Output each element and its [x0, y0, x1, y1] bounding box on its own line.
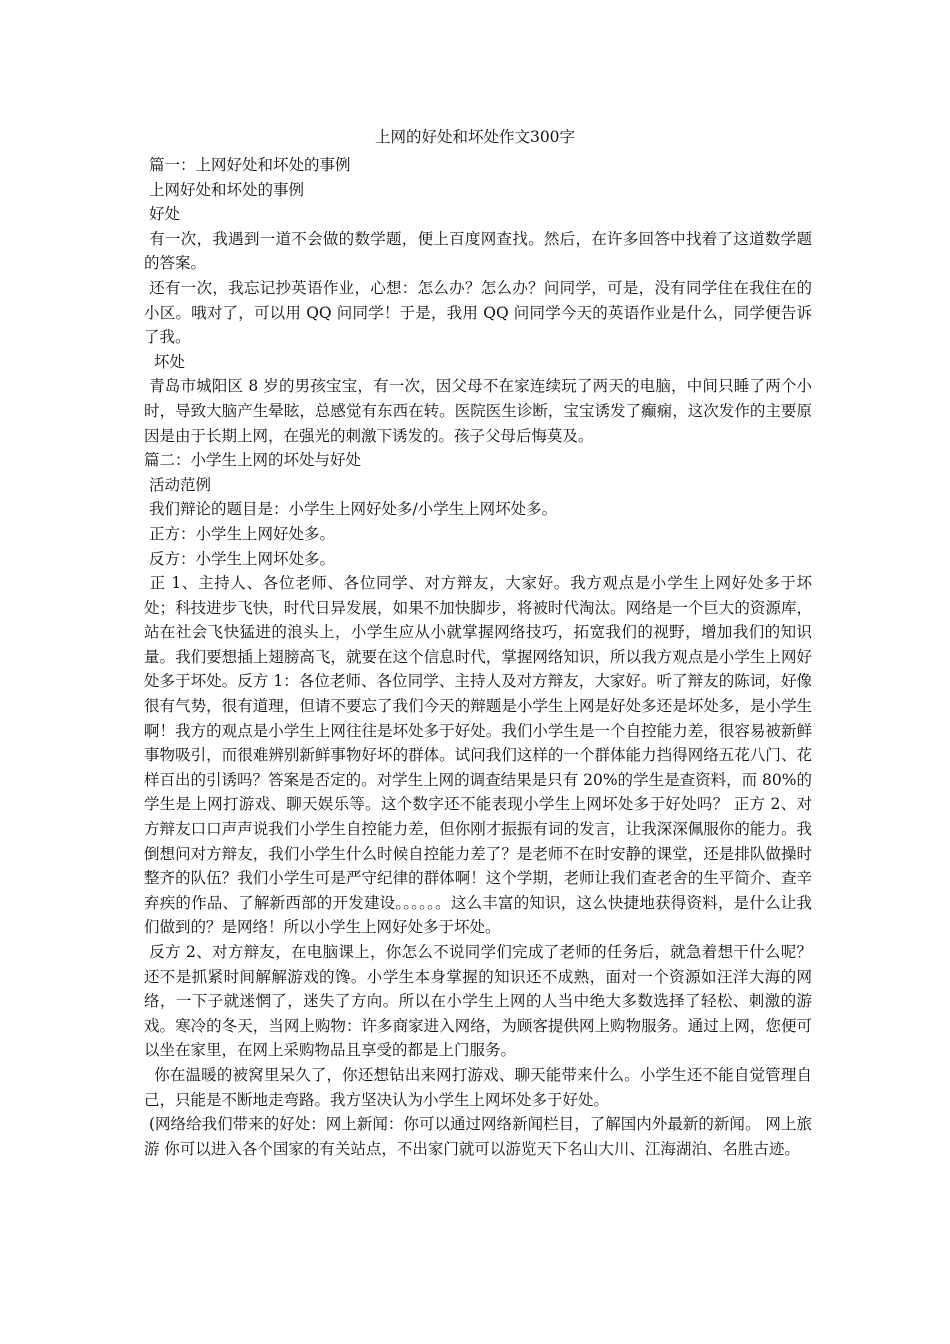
paragraph: 反方：小学生上网坏处多。: [144, 549, 335, 568]
paragraph: 我们辩论的题目是：小学生上网好处多/小学生上网坏处多。: [144, 500, 558, 519]
paragraph: 正 1、主持人、各位老师、各位同学、对方辩友，大家好。我方观点是小学生上网好处多于坏处；科技进步飞快，时代日异发展，如果不加快脚步，将被时代淘汰。网络是一个巨大的资源库，站在社会飞快猛进的浪头上，小学生应从小就掌握网络技巧，拓宽我们的视野，增加我们的知识量。我们要想插上翅膀高飞，就要在这个信息时代，掌握网络知识，所以我方观点是小学生上网好处多于坏处。反方 1：各位老师、各位同学、主持人及对方辩友，大家好。听了辩友的陈词，好像很有气势，很有道理，但请不要忘了我们今天的辩题是小学生上网是好处多还是坏处多，是小学生啊！我方的观点是小学生上网往往是坏处多于好处。我们小学生是一个自控能力差，很容易被新鲜事物吸引，而很难辨别新鲜事物好坏的群体。试问我们这样的一个群体能力挡得网络五花八门、花样百出的引诱吗？答案是否定的。对学生上网的调查结果是只有 20%的学生是查资料，而 80%的学生是上网打游戏、聊天娱乐等。这个数字还不能表现小学生上网坏处多于好处吗？ 正方 2、对方辩友口口声声说我们小学生自控能力差，但你刚才振振有词的发言，让我深深佩服你的能力。我倒想问对方辩友，我们小学生什么时候自控能力差了？是老师不在时安静的课堂，还是排队做操时整齐的队伍？我们小学生可是严守纪律的群体啊！这个学期，老师让我们查老舍的生平简介、查辛弃疾的作品、了解新西部的开发建设。。。。。。这么丰富的知识，这么快捷地获得资料，是什么让我们做到的？是网络！所以小学生上网好处多于坏处。: [144, 574, 812, 937]
paragraph: 你在温暖的被窝里呆久了，你还想钻出来网打游戏、聊天能带来什么。小学生还不能自觉管理自己，只能是不断地走弯路。我方坚决认为小学生上网坏处多于好处。: [144, 1065, 812, 1109]
paragraph: 正方：小学生上网好处多。: [144, 524, 335, 543]
document-body: [144, 153, 812, 1161]
paragraph: 有一次，我遇到一道不会做的数学题，便上百度网查找。然后，在许多回答中找着了这道数学题的答案。: [144, 229, 812, 273]
document-title: 上网的好处和坏处作文300字: [374, 128, 576, 146]
paragraph: 青岛市城阳区 8 岁的男孩宝宝，有一次，因父母不在家连续玩了两天的电脑，中间只睡了两个小时，导致大脑产生晕眩，总感觉有东西在转。医院医生诊断，宝宝诱发了癫痫，这次发作的主要原因是由于长期上网，在强光的刺激下诱发的。孩子父母后悔莫及。: [144, 377, 813, 445]
paragraph: 反方 2、对方辩友，在电脑课上，你怎么不说同学们完成了老师的任务后，就急着想干什么呢？还不是抓紧时间解解游戏的馋。小学生本身掌握的知识还不成熟，面对一个资源如汪洋大海的网络，一下子就迷惘了，迷失了方向。所以在小学生上网的人当中绝大多数选择了轻松、刺激的游戏。寒冷的冬天，当网上购物：许多商家进入网络，为顾客提供网上购物服务。通过上网，您便可以坐在家里，在网上采购物品且享受的都是上门服务。: [144, 943, 812, 1060]
subheading-benefits: 好处: [144, 205, 180, 224]
section-heading-2: 篇二：小学生上网的坏处与好处: [144, 451, 362, 470]
subheading: 活动范例: [144, 475, 211, 494]
subheading-harms: 坏处: [144, 352, 185, 371]
subheading: 上网好处和坏处的事例: [144, 180, 304, 199]
paragraph: (网络给我们带来的好处：网上新闻：你可以通过网络新闻栏目，了解国内外最新的新闻。 网上旅游 你可以进入各个国家的有关站点，不出家门就可以游览天下名山大川、江海湖泊、名胜古迹。: [144, 1115, 812, 1158]
paragraph: 还有一次，我忘记抄英语作业，心想：怎么办？怎么办？问同学，可是，没有同学住在我住在的小区。哦对了，可以用 QQ 问同学！于是，我用 QQ 问同学今天的英语作业是什么，同学便告诉了我。: [144, 278, 812, 347]
section-heading-1: 篇一：上网好处和坏处的事例: [144, 156, 351, 174]
